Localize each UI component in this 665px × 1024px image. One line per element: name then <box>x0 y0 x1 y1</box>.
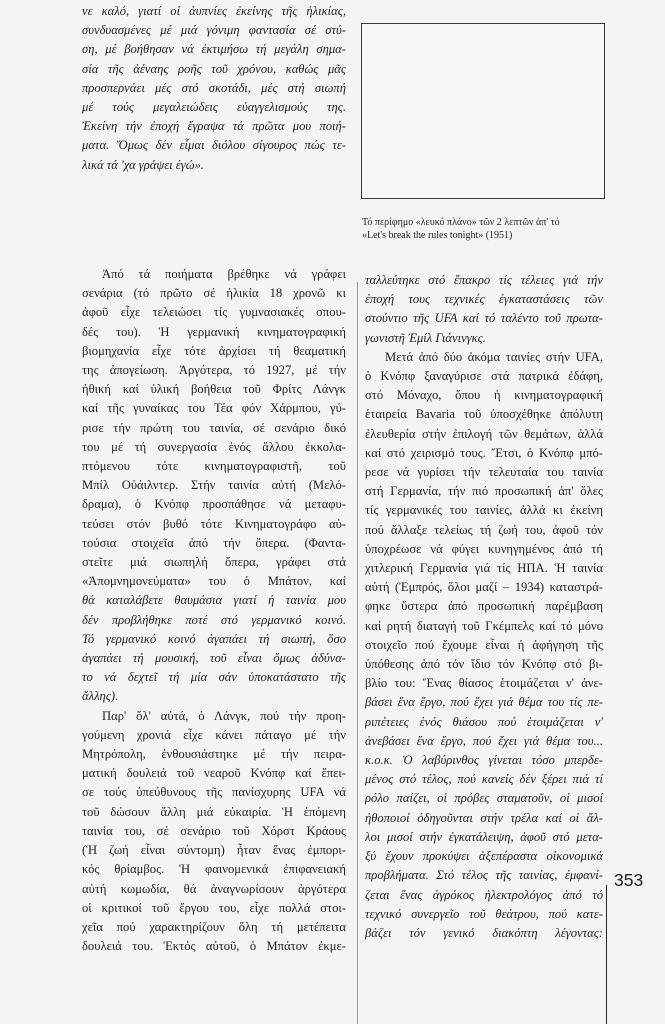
text-line: ἠθοποιοί ὁδηγοῦνται στήν τρέλα καί οἱ ἄλ- <box>365 810 603 825</box>
text-line: αὐτή (Ἐμπρός, ὅλοι μαζί – 1934) καταστρά- <box>365 580 603 595</box>
text-line: καί ρητή διαταγή τοῦ Γκέμπελς καί τό μόνο <box>365 618 603 633</box>
text-line: Ἐκείνη τήν ἐποχή ἔγραψα τά πρῶτα μου ποιή- <box>82 119 346 134</box>
text-line: ὑπόθεσης ἀπό τόν ἴδιο τόν Κνόπφ στό βι- <box>365 657 603 672</box>
text-line: βάσει ἕνα ἔργο, πού ἔχει γιά θέμα του τίς πε- <box>365 695 603 710</box>
text-line: συνδυασμένες μέ μιά γόνιμη φαντασία σέ στύ- <box>82 23 346 38</box>
text-line: στεῖτε μιά σιωπηλή ὄπερα, γράφει στά <box>82 555 346 570</box>
text-line: πτόμενου τότε κινηματογραφιστῆ, τοῦ <box>82 459 346 474</box>
text-line: ἐλευθερία στήν ἐπιλογή τῶν θεμάτων, ἀλλά <box>365 426 603 441</box>
text-line: κός θρίαμβος. Ἡ φαινομενικά ἐπιφανειακή <box>82 862 346 877</box>
text-line: χιτλερική Γερμανία γιά τίς ΗΠΑ. Ἡ ταινία <box>365 561 603 576</box>
text-line: μένος στό τέλος, πού κανείς δέν ξέρει πιά τί <box>365 772 603 787</box>
text-line: στοιχεῖο πού ἔχουμε εἶναι ἡ ἀφήγηση τῆς <box>365 637 603 652</box>
text-line: δουλειά του. Ἐκτός αὐτοῦ, ὁ Μπάτον ἐκμε- <box>82 939 346 954</box>
text-line: ὑποχρέωσε νά φύγει κυνηγημένος ἀπό τή <box>365 541 603 556</box>
text-line: δέν προβλήθηκε ποτέ στό γερμανικό κοινό. <box>82 612 346 627</box>
text-line: γωνιστῆ Ἐμίλ Γιάνινγκς. <box>365 330 486 345</box>
text-line: φηκε ὕστερα ἀπό προσωπική παρέμβαση <box>365 599 603 614</box>
column-divider <box>357 282 358 1024</box>
text-line: ση, μέ βοήθησαν νά ἐκτιμήσω τή μεγάλη σημα- <box>82 42 346 57</box>
text-line: ὁ Κνόπφ ξαναγύρισε στά πατρικά ἐδάφη, <box>365 369 603 384</box>
text-line: βλίο του: Ἕνας θίασος ἑτοιμάζεται ν' ἀνε- <box>365 676 603 691</box>
text-line: ματική δουλειά τοῦ νεαροῦ Κνόπφ καί ἔπει- <box>82 766 346 781</box>
photo-frame <box>361 23 605 199</box>
text-line: ξύ ἔχουν προκύψει ἀξεπέραστα οἰκονομικά <box>365 849 603 864</box>
text-line: το νά δεχτεῖ τή μία σάν ὑποκατάστατο τῆς <box>82 670 346 685</box>
text-line: Παρ' ὅλ' αὐτά, ὁ Λάνγκ, πού τήν προη- <box>102 708 346 723</box>
text-line: μέ τούς μεγαλειώδεις εὐαγγελισμούς της. <box>82 100 346 115</box>
text-line: βάζει τόν γενικό διακόπτη λέγοντας: <box>365 925 603 940</box>
text-line: ἄλλης). <box>82 689 119 704</box>
text-line: σε τούς ὑπεύθυνους τῆς πανίσχυρης UFA νά <box>82 785 346 800</box>
text-line: ρεσε νά γυρίσει τήν τελευταία του ταινία <box>365 465 603 480</box>
left-column-body <box>82 265 346 956</box>
text-line: του μέ τή συνεργασία ἑνός ἄλλου ἐκκολα- <box>82 439 346 454</box>
text-line: στή Γερμανία, τήν πιό προσωπική ἀπ' ὅλες <box>365 484 603 499</box>
text-line: ταινία του, σέ σενάριο τοῦ Χόρστ Κράους <box>82 823 346 838</box>
photo-caption <box>362 216 622 242</box>
text-line: πού ἄλλαξε τελείως τή ζωή του, ἀφοῦ τόν <box>365 522 603 537</box>
text-line: ζεται ἕνας ἀγρόκος ἠλεκτρολόγος ἀπό τό <box>365 887 603 902</box>
text-line: Μπίλ Οὐάιλντερ. Στήν ταινία αὐτή (Μελό- <box>82 478 346 493</box>
text-line: καί τῆς γυναίκας του Τέα φόν Χάρμπου, γύ- <box>82 401 346 416</box>
text-line: κ.ο.κ. Ὁ λαβύρινθος γίνεται τόσο μπερδε- <box>365 753 603 768</box>
page-edge-rule <box>606 885 607 1024</box>
text-line: τίς γερμανικές του ταινίες, ἀλλά κι ἐκείνη <box>365 503 603 518</box>
text-line: Ἀπό τά ποιήματα βρέθηκε νά γράφει <box>102 267 346 281</box>
text-line: οἱ κριτικοί τοῦ ἔργου του, εἶχε πολλά στοι- <box>82 900 346 915</box>
text-line: ἐποχή τους τεχνικές ἐγκαταστάσεις τῶν <box>365 292 603 307</box>
page-number: 353 <box>614 870 644 890</box>
text-line: Τό γερμανικό κοινό ἀγαπάει τή σιωπή, ὅσο <box>82 631 346 646</box>
text-line: αὐτή κωμωδία, θά ἀναγνωρίσουν ἀργότερα <box>82 881 346 896</box>
text-line: ἀφοῦ εἶχε τελειώσει τίς γυμνασιακές σπου- <box>82 305 346 320</box>
text-line: τούσια στοιχεῖα ἀπό τήν ὄπερα. (Φαντα- <box>82 535 346 550</box>
text-line: τεύσει στόν βυθό τότε Κινηματογράφο αὐ- <box>82 516 346 531</box>
text-line: (Ἡ ζωή εἶναι σύντομη) ἦταν ἕνας ἐμπορι- <box>82 843 346 858</box>
text-line: δές του). Ἡ γερμανική κινηματογραφική <box>82 324 346 339</box>
text-line: λοι μισοί στήν ἐγκατάλειψη, ἀφοῦ στό μετα- <box>365 829 603 844</box>
text-line: ρισε τήν πρώτη του ταινία, σέ σενάριο δικό <box>82 420 346 435</box>
text-line: τοῦ δώσουν ἄλλη μιά εὐκαιρία. Ἡ ἑπόμενη <box>82 804 346 819</box>
photo-caption-line-2: «Let's break the rules tonight» (1951) <box>362 230 513 241</box>
text-line: ἀγαπάει τή μουσική, τοῦ εἶναι ὅμως ἀδύνα- <box>82 651 346 666</box>
right-column-body <box>365 271 603 943</box>
text-line: ρόλο παίζει, οἱ πρόβες σταματοῦν, οἱ μισοί <box>365 791 603 806</box>
text-line: θά καταλάβετε θαυμάσια γιατί ἡ ταινία μου <box>82 593 346 608</box>
text-line: βιομηχανία εἶχε τότε ἀρχίσει τή θεαματική <box>82 343 346 358</box>
text-line: ἑταιρεία Bavaria τοῦ ὑποσχέθηκε ἀπόλυτη <box>365 407 603 422</box>
photo-caption-line-1: Τό περίφημο «λευκό πλάνο» τῶν 2 λεπτῶν ἀπ' τό <box>362 217 560 228</box>
text-line: ἀνεβάσει ἕνα ἔργο, πού ἔχει γιά θέμα του... <box>365 733 603 748</box>
text-line: ἠθική καί ὑλική βοήθεια τοῦ Φρίτς Λάνγκ <box>82 382 346 397</box>
text-line: «Ἀπομνημονεύματα» του ὁ Μπάτον, καί <box>82 574 346 589</box>
text-line: Μητρόπολη, ἐνθουσιάστηκε μέ τήν πειρα- <box>82 747 346 762</box>
text-line: δραμα), ὁ Κνόπφ προσπάθησε νά μεταφυ- <box>82 497 346 512</box>
text-line: στό Μόναχο, ὅπου ἡ κινηματογραφική <box>365 388 603 403</box>
text-line: λικά τά 'χα γράψει ἐγώ». <box>82 157 204 172</box>
text-line: σενάρια (τό πρῶτο σέ ἡλικία 18 χρονῶ κι <box>82 286 346 301</box>
text-line: καί στό χειρισμό τους. Ἔτσι, ὁ Κνόπφ μπό- <box>365 445 603 460</box>
text-line: γούμενη χρονιά εἶχε κάνει πάταγο μέ τήν <box>82 727 346 742</box>
text-line: ταλλεύτηκε στό ἔπακρο τίς τέλειες γιά τήν <box>365 273 603 287</box>
text-line: προβλήματα. Στό τέλος τῆς ταινίας, ἐμφανί- <box>365 868 603 883</box>
text-line: νε καλό, γιατί οἱ ἀυπνίες ἐκείνης τῆς ἡλικίας, <box>82 4 346 18</box>
intro-quote-column <box>82 2 346 175</box>
text-line: στούντιο τῆς UFA καί τό ταλέντο τοῦ πρωτα- <box>365 311 603 326</box>
text-line: χεῖα πού χαρακτηρίζουν ὅλη τή μετέπειτα <box>82 919 346 934</box>
text-line: ματα. Ὅμως δέν εἶμαι διόλου σίγουρος πώς τε- <box>82 138 346 153</box>
text-line: τεχνικό συνεργεῖο τοῦ θεάτρου, πού κατε- <box>365 906 603 921</box>
text-line: ριπέτειες ἑνός θιάσου πού ἑτοιμάζεται ν' <box>365 714 603 729</box>
text-line: προσπερνάει μές στό σκοτάδι, μές στή σιωπή <box>82 80 346 95</box>
text-line: της ἀπογείωση. Ἀργότερα, τό 1927, μέ τήν <box>82 363 346 378</box>
text-line: σία τῆς ἀέναης ροῆς τοῦ χρόνου, καθώς μᾶς <box>82 61 346 76</box>
text-line: Μετά ἀπό δύο ἀκόμα ταινίες στήν UFA, <box>385 349 603 364</box>
